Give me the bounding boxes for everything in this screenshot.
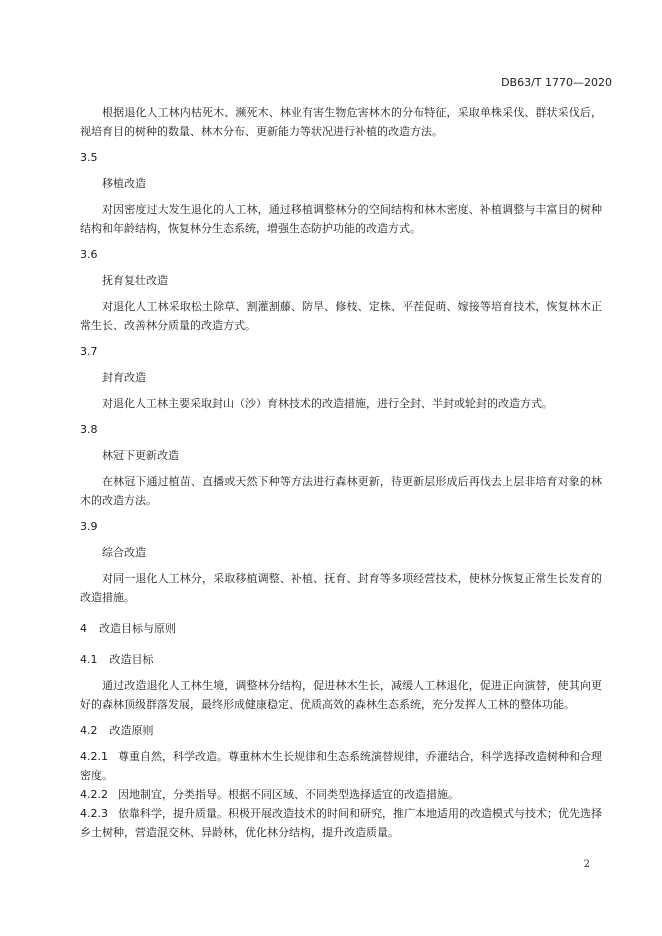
clause-number: 4.2.2 <box>80 788 108 801</box>
subsection-number: 4.1 <box>80 653 98 666</box>
section-heading-4 <box>80 619 602 638</box>
clause-number-3-9: 3.9 <box>80 520 98 533</box>
term-title-3-7: 封育改造 <box>102 371 146 384</box>
subsection-heading-4-1 <box>80 650 602 669</box>
term-title-3-5: 移植改造 <box>102 177 146 190</box>
definition-3-8: 在林冠下通过植苗、直播或天然下种等方法进行森林更新，待更新层形成后再伐去上层非培育对象的林木的改造方法。 <box>80 475 602 507</box>
subsection-number: 4.2 <box>80 724 98 737</box>
term-title-3-9: 综合改造 <box>102 546 146 559</box>
section-number: 4 <box>80 622 87 635</box>
clause-4-2-1 <box>80 747 602 785</box>
subsection-title: 改造原则 <box>109 724 154 737</box>
definition-3-9: 对同一退化人工林分，采取移植调整、补植、抚育、封育等多项经营技术，使林分恢复正常生长发育的改造措施。 <box>80 572 602 604</box>
clause-number: 4.2.1 <box>80 750 108 763</box>
definition-3-5: 对因密度过大发生退化的人工林，通过移植调整林分的空间结构和林木密度、补植调整与丰富目的树种结构和年龄结构，恢复林分生态系统，增强生态防护功能的改造方式。 <box>80 203 602 235</box>
clause-number-3-7: 3.7 <box>80 345 98 358</box>
term-title-3-8: 林冠下更新改造 <box>102 449 179 462</box>
clause-text: 依靠科学，提升质量。积极开展改造技术的时间和研究，推广本地适用的改造模式与技术；优先选择乡土树种，营造混交林、异龄林，优化林分结构，提升改造质量。 <box>80 807 602 839</box>
clause-number-3-5: 3.5 <box>80 151 98 164</box>
clause-number-3-6: 3.6 <box>80 248 98 261</box>
definition-3-7: 对退化人工林主要采取封山（沙）育林技术的改造措施，进行全封、半封或轮封的改造方式。 <box>102 397 553 410</box>
subsection-heading-4-2 <box>80 721 602 740</box>
clause-text: 因地制宜，分类指导。根据不同区域、不同类型选择适宜的改造措施。 <box>118 788 459 801</box>
clause-number-3-8: 3.8 <box>80 423 98 436</box>
clause-4-2-3 <box>80 804 602 842</box>
subsection-title: 改造目标 <box>109 653 154 666</box>
page-number: 2 <box>583 859 590 870</box>
paragraph-4-1: 通过改造退化人工林生境，调整林分结构，促进林木生长，减缓人工林退化，促进正向演替，使其向更好的森林顶级群落发展，最终形成健康稳定、优质高效的森林生态系统，充分发挥人工林的整体功能。 <box>80 679 602 711</box>
clause-text: 尊重自然，科学改造。尊重林木生长规律和生态系统演替规律，乔灌结合，科学选择改造树种和合理密度。 <box>80 750 602 782</box>
term-title-3-6: 抚育复壮改造 <box>102 274 168 287</box>
section-title: 改造目标与原则 <box>99 622 176 635</box>
clause-number: 4.2.3 <box>80 807 108 820</box>
clause-4-2-2 <box>80 785 602 804</box>
document-code: DB63/T 1770—2020 <box>501 76 612 89</box>
intro-paragraph: 根据退化人工林内枯死木、濒死木、林业有害生物危害林木的分布特征，采取单株采伐、群状采伐后，视培育目的树种的数量、林木分布、更新能力等状况进行补植的改造方法。 <box>80 106 602 138</box>
definition-3-6: 对退化人工林采取松土除草、割灌割藤、防旱、修枝、定株、平茬促萌、嫁接等培育技术，恢复林木正常生长、改善林分质量的改造方式。 <box>80 300 602 332</box>
document-body <box>80 103 602 842</box>
